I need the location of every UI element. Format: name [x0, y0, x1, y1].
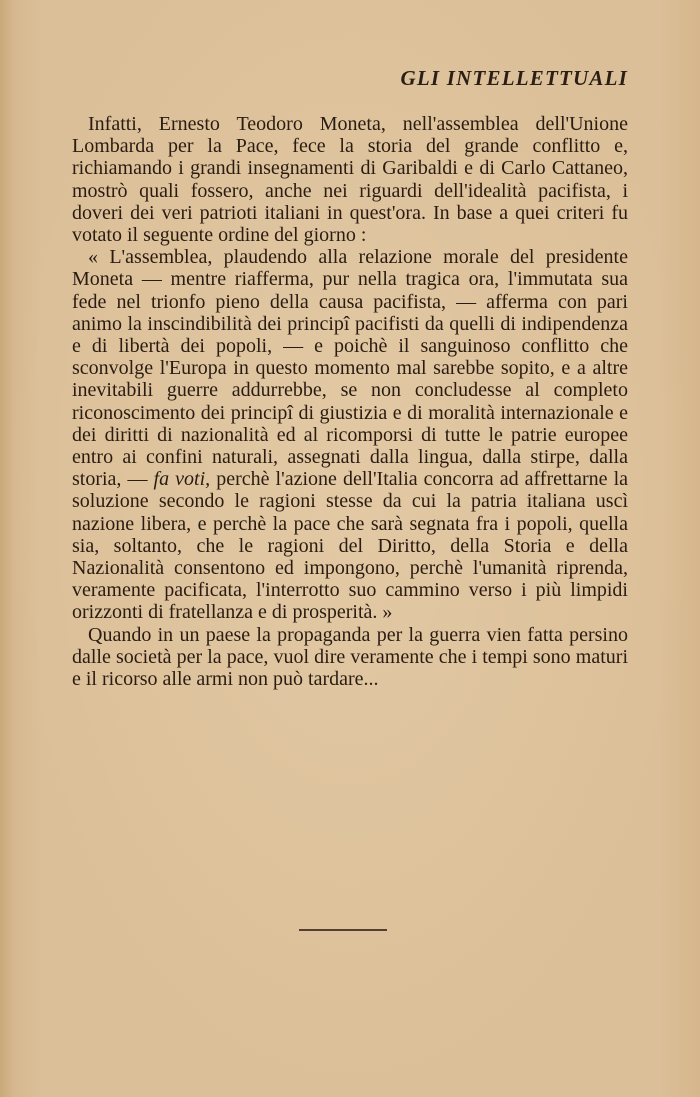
paragraph-2-quote — [72, 246, 628, 623]
paragraph-3-text: Quando in un paese la propaganda per la guerra vien fatta persino dalle società per la pace, vuol dire veramente che i tempi sono maturi e il ricorso alle armi non può tardare... — [72, 623, 628, 691]
paragraph-2-emphasis: fa voti, — [153, 468, 211, 491]
paragraph-1 — [72, 113, 628, 246]
section-end-rule — [299, 929, 387, 931]
paragraph-3 — [72, 624, 628, 691]
paragraph-2-text-a: « L'assemblea, plaudendo alla relazione morale del presidente Moneta — mentre riafferma, pur nella tragica ora, l'immutata sua fede nel trionfo pieno della causa pacifista, — afferma con pari animo la inscindibilità dei principî pacifisti da quelli di indipendenza e di libertà dei popoli, — e poichè il sanguinoso conflitto che sconvolge l'Europa in questo momento mal sarebbe sopito, e a altre inevitabili guerre addurrebbe, se non concludesse al completo riconoscimento dei principî di giustizia e di moralità internazionale e dei diritti di nazionalità ed al ricomporsi di tutte le patrie europee entro ai confini naturali, assegnati dalla lingua, dalla stirpe, dalla storia, — — [72, 246, 628, 491]
paragraph-1-text: Infatti, Ernesto Teodoro Moneta, nell'assemblea dell'Unione Lombarda per la Pace, fece la storia del grande conflitto e, richiamando i grandi insegnamenti di Garibaldi e di Carlo Cattaneo, mostrò quali fossero, anche nei riguardi dell'idealità pacifista, i doveri dei veri patrioti italiani in quest'ora. In base a quei criteri fu votato il seguente ordine del giorno : — [72, 113, 628, 247]
paragraph-2-text-b: perchè l'azione dell'Italia concorra ad affrettarne la soluzione secondo le ragioni stesse da cui la patria italiana uscì nazione libera, e perchè la pace che sarà segnata fra i popoli, quella sia, soltanto, che le ragioni del Diritto, della Storia e della Nazionalità consentono ed impongono, perchè l'umanità riprenda, veramente pacificata, l'interrotto suo cammino verso i più limpidi orizzonti di fratellanza e di prosperità. » — [72, 468, 629, 624]
body-text — [72, 113, 628, 690]
running-head: GLI INTELLETTUALI — [400, 66, 628, 90]
